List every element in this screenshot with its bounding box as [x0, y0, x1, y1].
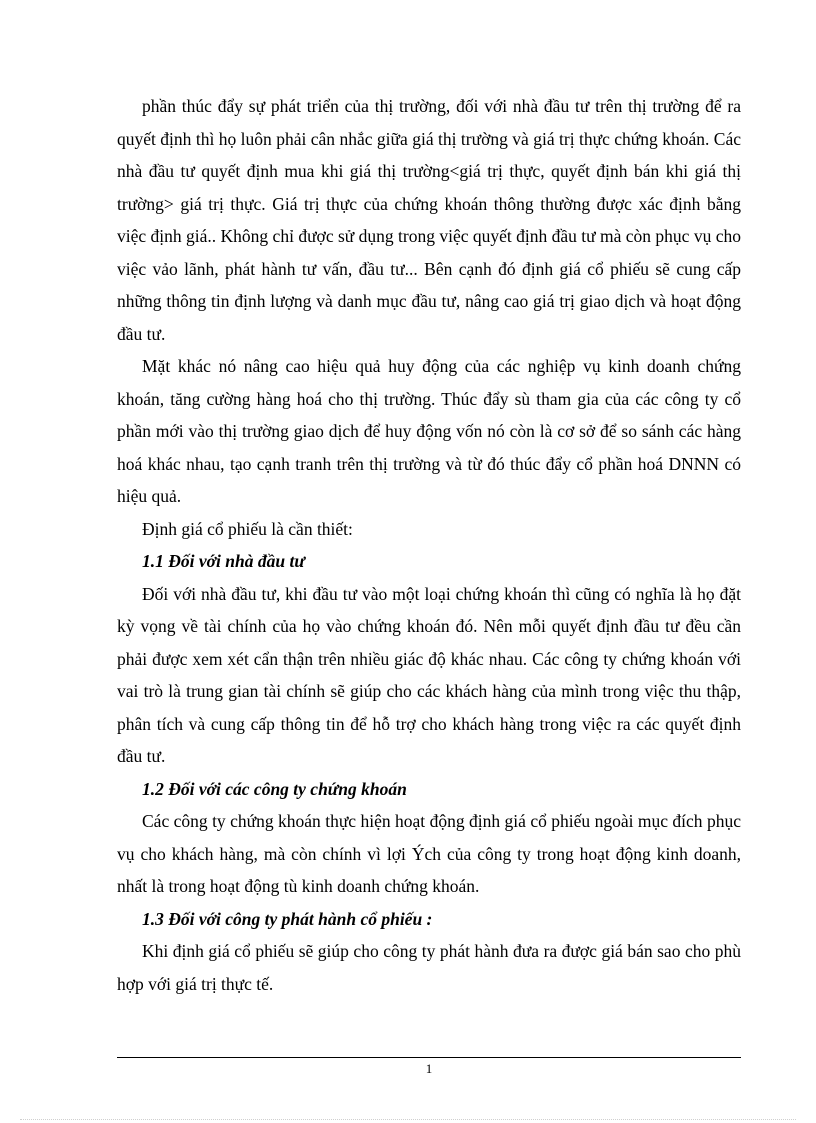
paragraph-issuing-company: Khi định giá cổ phiếu sẽ giúp cho công ty phát hành đưa ra được giá bán sao cho phù hợp với giá trị thực tế.: [117, 941, 741, 994]
paragraph-market-valuation: phần thúc đẩy sự phát triển của thị trường, đối với nhà đầu tư trên thị trường để ra quyết định thì họ luôn phải cân nhắc giữa giá thị trường và giá trị thực chứng khoán. Các nhà đầu tư quyết định mua khi giá thị trường<giá trị thực, quyết định bán khi giá thị trường> giá trị thực. Giá trị thực của chứng khoán thông thường được xác định bằng việc định giá.. Không chỉ được sử dụng trong việc quyết định đầu tư mà còn phục vụ cho việc vảo lãnh, phát hành tư vấn, đầu tư... Bên cạnh đó định giá cổ phiếu sẽ cung cấp những thông tin định lượng và danh mục đầu tư, nâng cao giá trị giao dịch và hoạt động đầu tư.: [117, 96, 741, 344]
paragraph-mobilization-efficiency: Mặt khác nó nâng cao hiệu quả huy động của các nghiệp vụ kinh doanh chứng khoán, tăng cường hàng hoá cho thị trường. Thúc đẩy sù tham gia của các công ty cổ phần mới vào thị trường giao dịch để huy động vốn nó còn là cơ sở để so sánh các hàng hoá khác nhau, tạo cạnh tranh trên thị trường và từ đó thúc đẩy cổ phần hoá DNNN có hiệu quả.: [117, 356, 741, 506]
heading-investors: 1.1 Đối với nhà đầu tư: [142, 551, 305, 571]
paragraph-securities-companies: Các công ty chứng khoán thực hiện hoạt động định giá cổ phiếu ngoài mục đích phục vụ cho khách hàng, mà còn chính vì lợi Ých của công ty trong hoạt động kinh doanh, nhất là trong hoạt động tù kinh doanh chứng khoán.: [117, 811, 741, 896]
page-bottom-edge: [20, 1119, 796, 1120]
heading-issuing-company: 1.3 Đối với công ty phát hành cổ phiếu :: [142, 908, 433, 929]
document-body: [117, 90, 741, 1000]
footer-divider: [117, 1057, 741, 1058]
page-number: 1: [425, 1061, 433, 1076]
paragraph-investors: Đối với nhà đầu tư, khi đầu tư vào một loại chứng khoán thì cũng có nghĩa là họ đặt kỳ vọng về tài chính của họ vào chứng khoán đó. Nên mỗi quyết định đầu tư đều cần phải được xem xét cẩn thận trên nhiều giác độ khác nhau. Các công ty chứng khoán với vai trò là trung gian tài chính sẽ giúp cho các khách hàng của mình trong việc thu thập, phân tích và cung cấp thông tin để hỗ trợ cho khách hàng trong việc ra các quyết định đầu tư.: [117, 583, 741, 766]
paragraph-necessity: Định giá cổ phiếu là cần thiết:: [142, 518, 353, 539]
heading-securities-companies: 1.2 Đối với các công ty chứng khoán: [142, 778, 407, 799]
